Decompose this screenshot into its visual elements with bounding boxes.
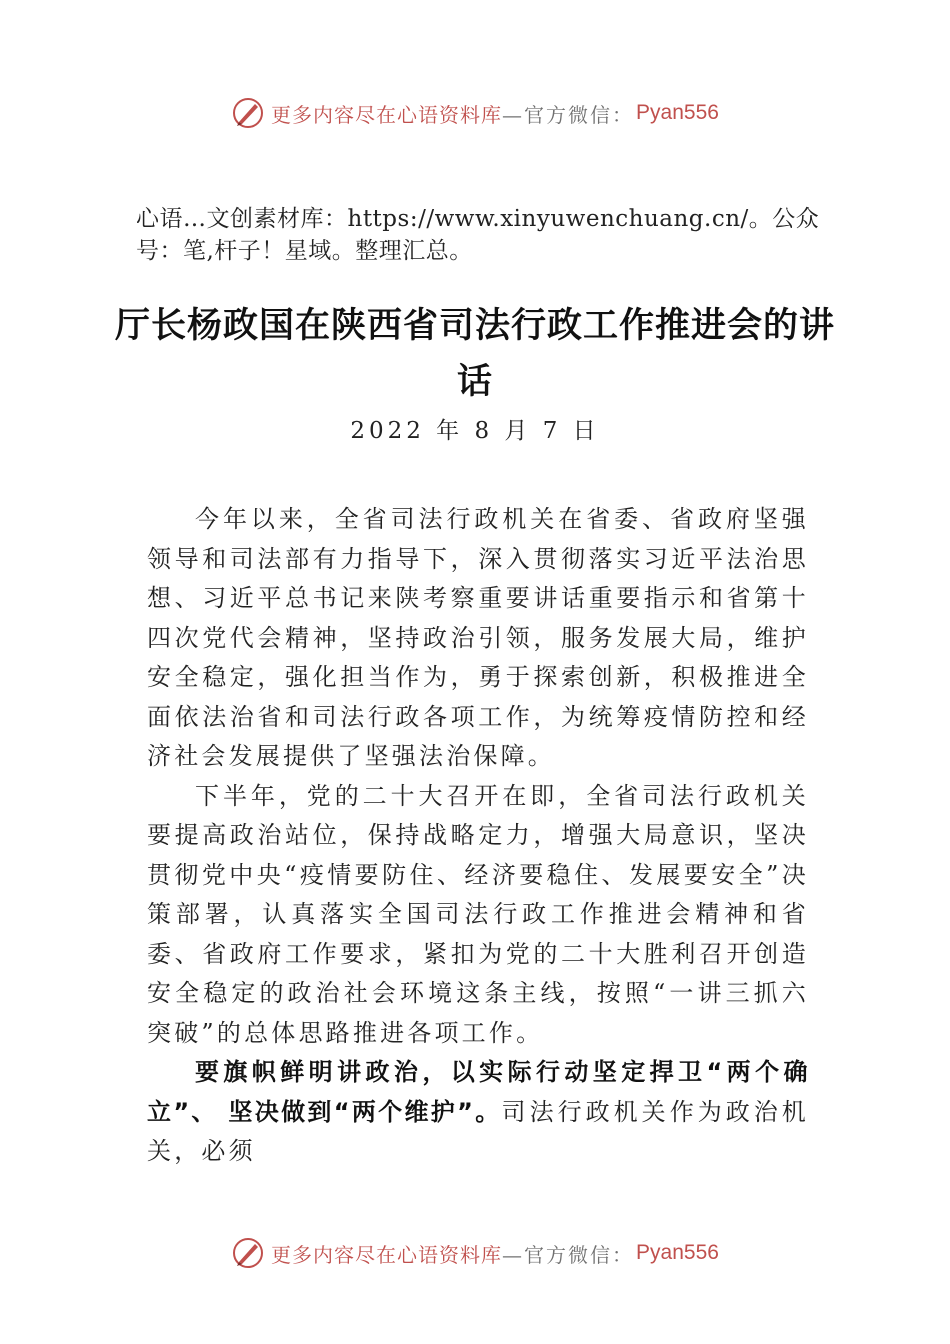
header-banner [0,93,950,133]
body-paragraph: 下半年，党的二十大召开在即，全省司法行政机关要提高政治站位，保持战略定力，增强大局意识，坚决贯彻党中央“疫情要防住、经济要稳住、发展要安全”决策部署，认真落实全国司法行政工作推进会精神和省委、省政府工作要求，紧扣为党的二十大胜利召开创造安全稳定的政治社会环境这条主线，按照“一讲三抓六突破”的总体思路推进各项工作。 [147,781,809,1047]
banner-brand-text: 更多内容尽在心语资料库 [271,1242,503,1267]
document-title: 厅长杨政国在陕西省司法行政工作推进会的讲话 [114,306,835,402]
document-body [147,500,809,1172]
quill-logo-icon [231,96,265,130]
source-note: 心语…文创素材库：https://www.xinyuwenchuang.cn/。公众号：笔,杆子！星域。整理汇总。 [136,206,820,264]
banner-wechat-id: Pyan556 [636,101,719,124]
body-paragraph: 今年以来，全省司法行政机关在省委、省政府坚强领导和司法部有力指导下，深入贯彻落实习近平法治思想、习近平总书记来陕考察重要讲话重要指示和省第十四次党代会精神，坚持政治引领，服务发展大局，维护安全稳定，强化担当作为，勇于探索创新，积极推进全面依法治省和司法行政各项工作，为统筹疫情防控和经济社会发展提供了坚强法治保障。 [147,505,809,770]
section-lead: 要旗帜鲜明讲政治，以实际行动坚定捍卫“两个确立”、 坚决做到“两个维护”。 [147,1058,809,1126]
quill-logo-icon [231,1236,265,1270]
section-text: 司法行政机关作为政治机关，必须 [147,1097,809,1165]
banner-brand-text: 更多内容尽在心语资料库 [271,102,503,127]
footer-banner [0,1233,950,1273]
section-paragraph [147,1053,809,1172]
banner-official-text: —官方微信： [502,1242,635,1267]
banner-wechat-id: Pyan556 [636,1241,719,1264]
banner-official-text: —官方微信： [502,102,635,127]
document-date: 2022 年 8 月 7 日 [350,418,600,444]
